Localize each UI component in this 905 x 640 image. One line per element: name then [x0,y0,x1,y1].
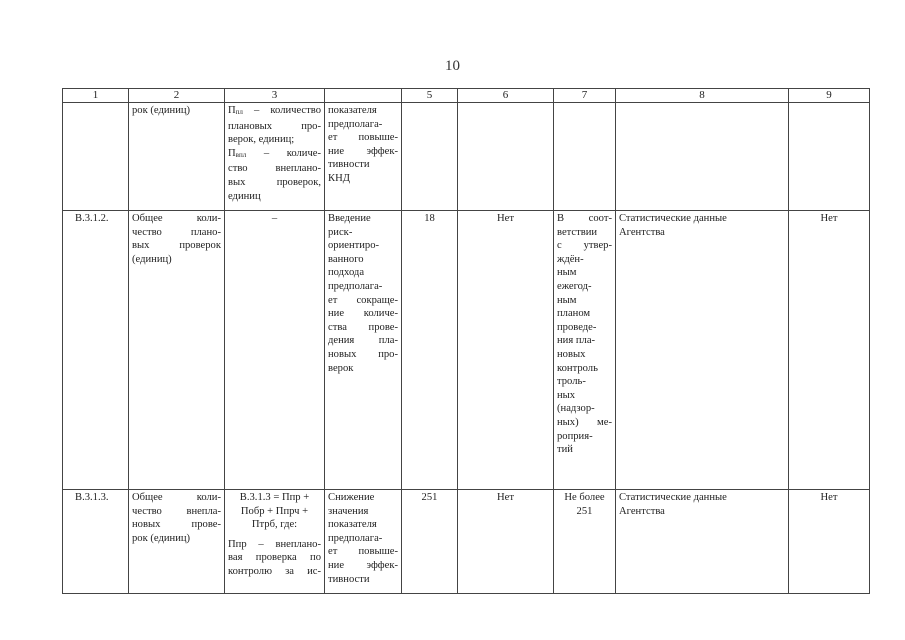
cell-line: чество внепла- [132,505,221,517]
value-cell [789,103,870,211]
justification-cell [325,103,402,211]
formula-line: В.3.1.3 = Ппр + [239,492,310,503]
cell-line: плановых про- [228,120,321,132]
header-cell: 2 [129,89,225,103]
header-cell: 7 [554,89,616,103]
cell-line: ства прове- [328,321,398,333]
table-row [63,211,870,490]
cell-line: Введение [328,213,371,224]
cell-line: верок [328,362,354,374]
cell-line: планом [557,308,591,320]
cell-line: В соот- [557,213,612,224]
source-cell [616,490,789,594]
justification-cell [325,211,402,490]
cell-line: тивности [328,573,370,585]
cell-line: ние количе- [328,308,398,320]
formula-cell [225,490,325,594]
cell-line: Агентства [619,226,665,238]
header-cell [325,89,402,103]
cell-line: проведе- [557,321,597,333]
header-cell: 5 [402,89,458,103]
cell-line: новых прове- [132,519,221,531]
cell-line: ных) ме- [557,416,612,428]
row-code-cell: В.3.1.3. [63,490,129,594]
cell-line: дения пла- [328,335,398,347]
cell-line: тий [557,444,573,456]
cell-line: верок, единиц; [228,134,295,146]
cell-line: рок (единиц) [132,105,191,116]
cell-line: ориентиро- [328,240,380,252]
cell-line: ветствии [557,226,598,238]
page-number: 10 [445,58,460,74]
cell-line: контроль [557,362,598,374]
cell-line: вая проверка по [228,552,321,564]
cell-line: Статистические данные [619,213,727,224]
value-cell: Нет [458,490,554,594]
value-cell [402,103,458,211]
cell-line: Общее коли- [132,213,221,224]
symbol-p: П [228,105,236,116]
cell-line: вых проверок [132,240,221,252]
cell-line: новых про- [328,348,398,360]
cell-line: ждён- [557,253,584,265]
indicator-name-cell [129,490,225,594]
cell-line: тивности [328,159,370,171]
value-cell: Нет [458,211,554,490]
cell-line: предполага- [328,280,383,292]
cell-line: 251 [576,505,593,517]
cell-line: вых проверок, [228,176,321,188]
cell-line: ет повыше- [328,546,398,558]
row-code-cell [63,103,129,211]
cell-line: риск- [328,226,353,238]
indicators-table [62,88,870,594]
cell-line: единиц [228,190,261,202]
cell-line: Общее коли- [132,492,221,503]
cell-line: рок (единиц) [132,532,191,544]
cell-line: ным [557,267,577,279]
value-cell: Нет [789,211,870,490]
cell-line: ство внеплано- [228,163,321,175]
subscript: впл [235,150,247,159]
cell-line: ние эффек- [328,559,398,571]
target-cell [554,103,616,211]
cell-line: показателя [328,105,377,116]
cell-line: роприя- [557,430,593,442]
cell-line: ным [557,294,577,306]
cell-line: троль- [557,376,586,388]
header-cell: 9 [789,89,870,103]
cell-line: ния пла- [557,335,596,347]
cell-line: ванного [328,253,364,265]
indicator-name-cell [129,211,225,490]
formula-line: Птрб, где: [251,519,298,531]
cell-line [228,147,321,163]
cell-line: ние эффек- [328,145,398,157]
cell-line: ных [557,389,576,401]
cell-line: ет сокраще- [328,294,398,306]
cell-line [228,104,321,120]
cell-line: новых [557,348,586,360]
header-cell: 6 [458,89,554,103]
cell-line: ежегод- [557,280,592,292]
indicator-name-cell [129,103,225,211]
subscript: пл [235,108,243,116]
cell-line: (надзор- [557,403,595,415]
cell-line: ет повыше- [328,132,398,144]
source-cell [616,103,789,211]
formula-line: Побр + Ппрч + [240,505,309,517]
cell-line: Агентства [619,505,665,517]
table-row [63,490,870,594]
cell-line: с утвер- [557,240,612,252]
value-cell: Нет [789,490,870,594]
cell-line: контролю за ис- [228,565,321,577]
header-cell: 3 [225,89,325,103]
value-cell: 251 [402,490,458,594]
row-code-cell: В.3.1.2. [63,211,129,490]
cell-line: Не более [564,492,605,503]
value-cell: 18 [402,211,458,490]
cell-line: КНД [328,172,350,184]
symbol-p: П [228,147,236,159]
cell-line: предполага- [328,532,383,544]
header-cell: 8 [616,89,789,103]
cell-line: Снижение [328,492,375,503]
cell-line: чество плано- [132,226,221,238]
cell-line: Ппр – внеплано- [228,538,321,550]
cell-line: подхода [328,267,365,279]
formula-cell [225,103,325,211]
header-row [63,89,870,103]
target-cell [554,490,616,594]
target-cell [554,211,616,490]
source-cell [616,211,789,490]
value-cell [458,103,554,211]
cell-text: – количе- [246,147,321,159]
cell-text: – количество [242,105,321,116]
cell-line: значения [328,505,369,517]
formula-cell: – [225,211,325,490]
table-row [63,103,870,211]
cell-line: Статистические данные [619,492,727,503]
cell-line: (единиц) [132,253,172,265]
header-cell: 1 [63,89,129,103]
justification-cell [325,490,402,594]
cell-line: показателя [328,519,377,531]
cell-line: предполага- [328,118,383,130]
